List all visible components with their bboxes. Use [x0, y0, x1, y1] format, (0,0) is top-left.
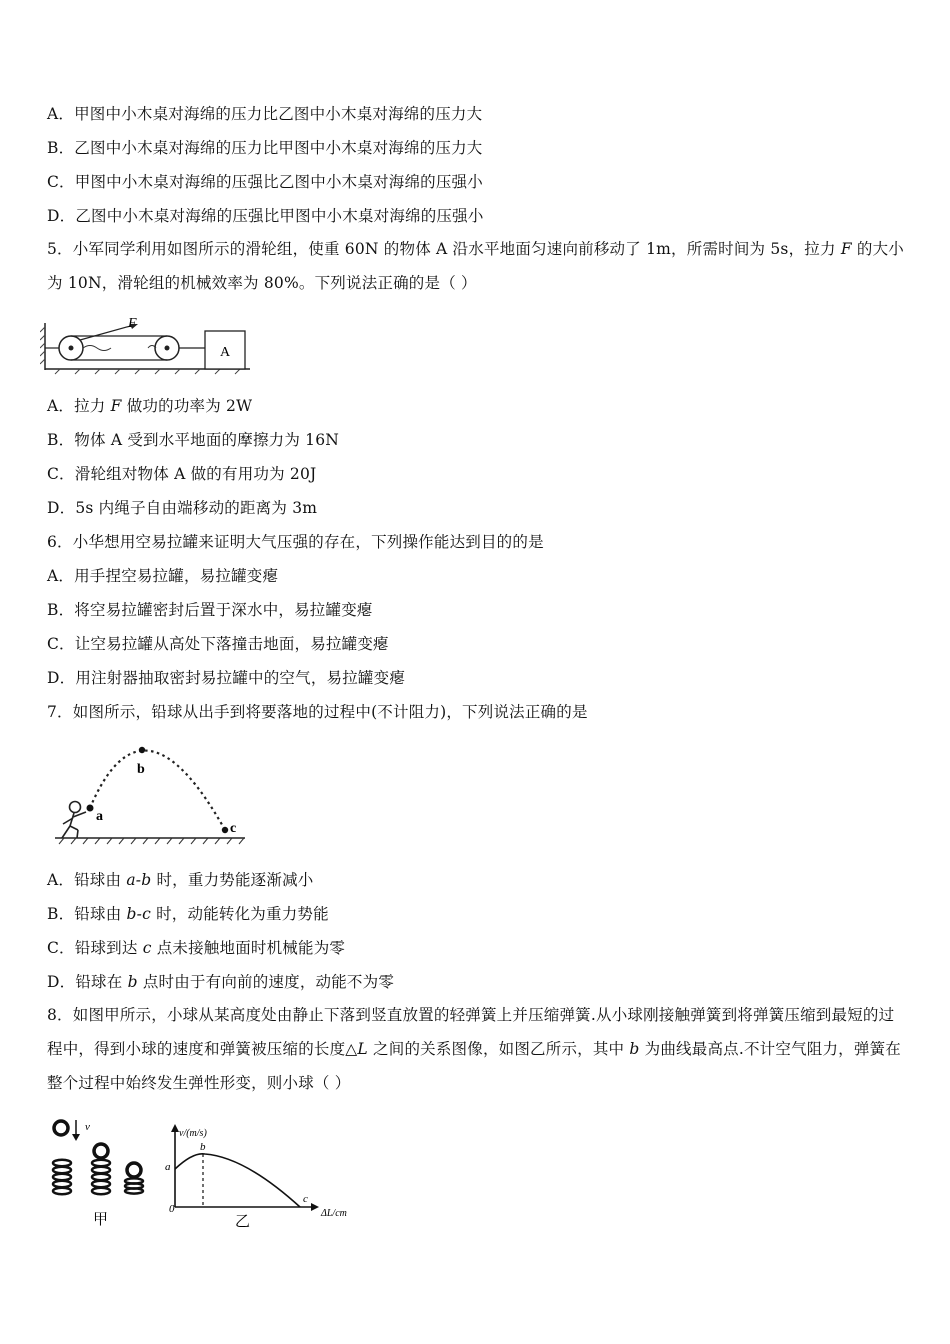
q5-option-c: C．滑轮组对物体 A 做的有用功为 20J [47, 465, 317, 483]
q6-option-b: B．将空易拉罐密封后置于深水中，易拉罐变瘪 [47, 601, 373, 619]
force-label: F [128, 316, 137, 331]
svg-text:c: c [303, 1193, 308, 1205]
q7-option-b: B．铅球由 b-c 时，动能转化为重力势能 [47, 905, 329, 923]
pulley-figure [40, 315, 255, 375]
q4-option-a: A．甲图中小木桌对海绵的压力比乙图中小木桌对海绵的压力大 [47, 105, 483, 123]
q7-stem: 7．如图所示，铅球从出手到将要落地的过程中(不计阻力)，下列说法正确的是 [47, 703, 588, 721]
shot-put-figure [50, 738, 250, 848]
q7-option-d: D．铅球在 b 点时由于有向前的速度，动能不为零 [47, 973, 395, 991]
q5-stem: 5．小军同学利用如图所示的滑轮组，使重 60N 的物体 A 沿水平地面匀速向前移动了 1m，所需时间为 5s，拉力 F 的大小为 10N，滑轮组的机械效率为 80%。下列说法正确的是（ ） [47, 240, 905, 292]
q5-option-b: B．物体 A 受到水平地面的摩擦力为 16N [47, 431, 340, 449]
svg-text:v: v [85, 1121, 90, 1133]
falling-ball [54, 1121, 68, 1135]
pull-rope [80, 325, 134, 340]
point-b [139, 747, 145, 753]
svg-text:0: 0 [169, 1203, 175, 1215]
q4-option-b: B．乙图中小木桌对海绵的压力比甲图中小木桌对海绵的压力大 [47, 139, 483, 157]
velocity-curve [175, 1154, 300, 1207]
q6-stem: 6．小华想用空易拉罐来证明大气压强的存在，下列操作能达到目的的是 [47, 533, 544, 551]
svg-text:b: b [200, 1141, 206, 1153]
svg-text:a: a [165, 1161, 171, 1173]
q4-option-d: D．乙图中小木桌对海绵的压强比甲图中小木桌对海绵的压强小 [47, 207, 484, 225]
svg-text:ΔL/cm: ΔL/cm [321, 1208, 347, 1219]
point-c [222, 827, 228, 833]
svg-text:v/(m/s): v/(m/s) [179, 1128, 207, 1139]
svg-text:a: a [96, 809, 103, 824]
q6-option-c: C．让空易拉罐从高处下落撞击地面，易拉罐变瘪 [47, 635, 389, 653]
q5-option-d: D．5s 内绳子自由端移动的距离为 3m [47, 499, 318, 517]
q7-option-a: A．铅球由 a-b 时，重力势能逐渐减小 [47, 871, 314, 889]
caption-jia: 甲 [93, 1210, 109, 1228]
spring-1 [53, 1160, 71, 1194]
thrower [62, 802, 86, 839]
q5-option-a: A．拉力 F 做功的功率为 2W [47, 397, 253, 415]
spring-3 [125, 1178, 143, 1193]
q6-option-a: A．用手捏空易拉罐，易拉罐变瘪 [47, 567, 279, 585]
spring-2 [92, 1160, 110, 1194]
spring-graph-figure [45, 1112, 365, 1232]
caption-yi: 乙 [235, 1212, 251, 1230]
q4-option-c: C．甲图中小木桌对海绵的压强比乙图中小木桌对海绵的压强小 [47, 173, 483, 191]
q6-option-d: D．用注射器抽取密封易拉罐中的空气，易拉罐变瘪 [47, 669, 406, 687]
svg-text:b: b [137, 762, 145, 777]
q8-stem: 8．如图甲所示，小球从某高度处由静止下落到竖直放置的轻弹簧上并压缩弹簧.从小球刚接触弹簧到将弹簧压缩到最短的过程中，得到小球的速度和弹簧被压缩的长度△L 之间的关系图像，如图乙所示，其中 b 为曲线最高点.不计空气阻力，弹簧在整个过程中始终发生弹性形变，则小球（ ） [47, 1006, 901, 1092]
block-label: A [220, 345, 231, 360]
trajectory [90, 751, 225, 830]
q7-option-c: C．铅球到达 c 点未接触地面时机械能为零 [47, 939, 346, 957]
svg-text:c: c [230, 821, 237, 836]
point-a [87, 805, 94, 812]
